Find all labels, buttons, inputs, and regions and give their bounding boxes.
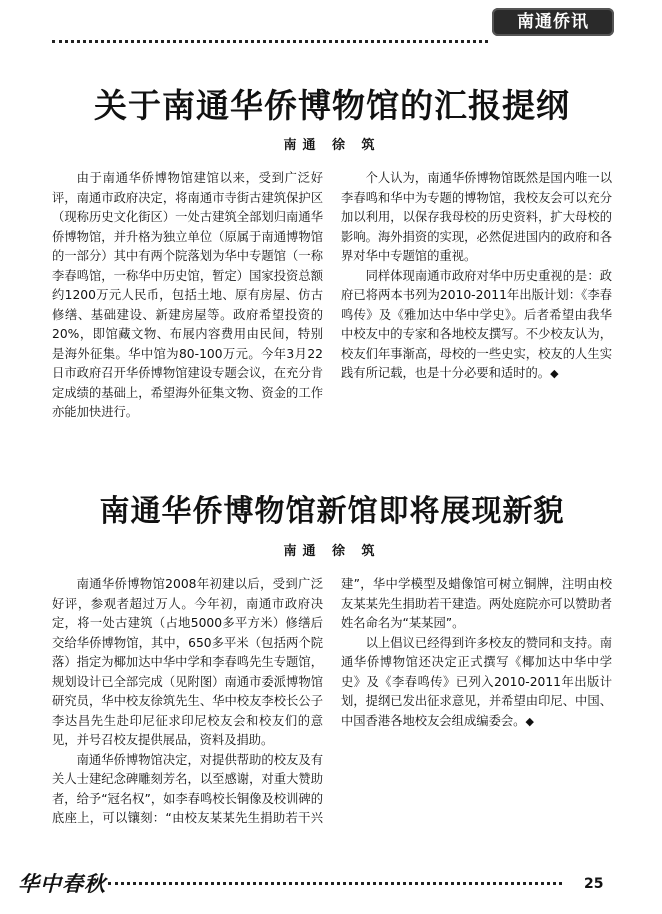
article-byline: 南通 徐 筑 [283, 544, 381, 559]
end-mark-icon: ◆ [550, 367, 559, 380]
page-number: 25 [584, 876, 604, 892]
article-byline: 南通 徐 筑 [283, 138, 381, 153]
article-title: 南通华侨博物馆新馆即将展现新貌 [99, 494, 565, 529]
paragraph [341, 267, 612, 384]
paragraph-text: 个人认为，南通华侨博物馆既然是国内唯一以李春鸣和华中为专题的博物馆，我校友会可以充分加以利用，以保存我母校的历史资料，扩大母校的影响。海外捐资的实现，必然促进国内的政府和各界对华中专题馆的重视。 [341, 171, 612, 263]
article [52, 84, 612, 459]
paragraph-text: 由于南通华侨博物馆建馆以来，受到广泛好评，南通市政府决定，将南通市寺街古建筑保护区（现称历史文化街区）一处古建筑全部划归南通华侨博物馆，并升格为独立单位（原属于南通博物馆的一部分）其中有两个院落划为华中专题馆（一称李春鸣馆，一称华中历史馆，暂定）国家投资总额约1200万元人民币，包括土地、原有房屋、仿古修缮、基础建设、新建房屋等。政府希望投资的20%，即馆藏文物、布展内容费用由民间，特别是海外征集。华中馆为80-100万元。今年3月22日市政府召开华侨博物馆建设专题会议，在充分肯定成绩的基础上，希望海外征集文物、资金的工作亦能加快进行。 [52, 171, 323, 419]
magazine-logo: 华中春秋 [18, 871, 106, 896]
paragraph [52, 169, 323, 423]
footer-divider [108, 882, 562, 885]
paragraph-text: 南通华侨博物馆2008年初建以后，受到广泛好评，参观者超过万人。今年初，南通市政府决定，将一处古建筑（占地5000多平方米）修缮后交给华侨博物馆，其中，650多平米（包括两个院落）指定为椰加达中华中学和李春鸣先生专题馆，规划设计已全部完成（见附图）南通市委派博物馆研究员，华中校友徐筑先生、华中校友李校长公子李达昌先生赴印尼征求印尼校友会和校友们的意见，并号召校友提供展品，资料及捐助。 [52, 577, 323, 747]
header-divider [52, 40, 488, 43]
article-title: 关于南通华侨博物馆的汇报提纲 [94, 86, 570, 125]
article [52, 490, 612, 831]
paragraph-text: 以上倡议已经得到许多校友的赞同和支持。南通华侨博物馆还决定正式撰写《椰加达中华中学史》及《李春鸣传》已列入2010-2011年出版计划，提纲已发出征求意见，并希望由印尼、中国、中国香港各地校友会组成编委会。 [341, 635, 612, 728]
article-body [52, 169, 612, 459]
paragraph [52, 575, 323, 751]
paragraph [341, 634, 612, 732]
paragraph [341, 169, 612, 267]
paragraph-text: 同样体现南通市政府对华中历史重视的是：政府已将两本书列为2010-2011年出版计划：《李春鸣传》及《雅加达中华中学史》。后者希望由我华中校友中的专家和各地校友撰写。不少校友认为，校友们年事渐高，母校的一些史实，校友的人生实践有所记载，也是十分必要和适时的。 [341, 268, 612, 380]
article-body [52, 575, 612, 831]
end-mark-icon: ◆ [525, 714, 534, 728]
paragraph-text: 南通华侨博物馆决定，对提供帮助的校友及有关人士建纪念碑雕刻芳名，以至感谢，对重大赞助者，给予“冠名权”，如李春鸣校长铜像及校训碑的底座上，可以镶刻：“由校友某某先生捐助若干兴建”，华中学模型及蜡像馆可树立铜牌，注明由校友某某先生捐助若干建造。两处庭院亦可以赞助者姓名命名为“某某园”。 [52, 577, 612, 825]
section-tag: 南通侨讯 [492, 8, 614, 36]
